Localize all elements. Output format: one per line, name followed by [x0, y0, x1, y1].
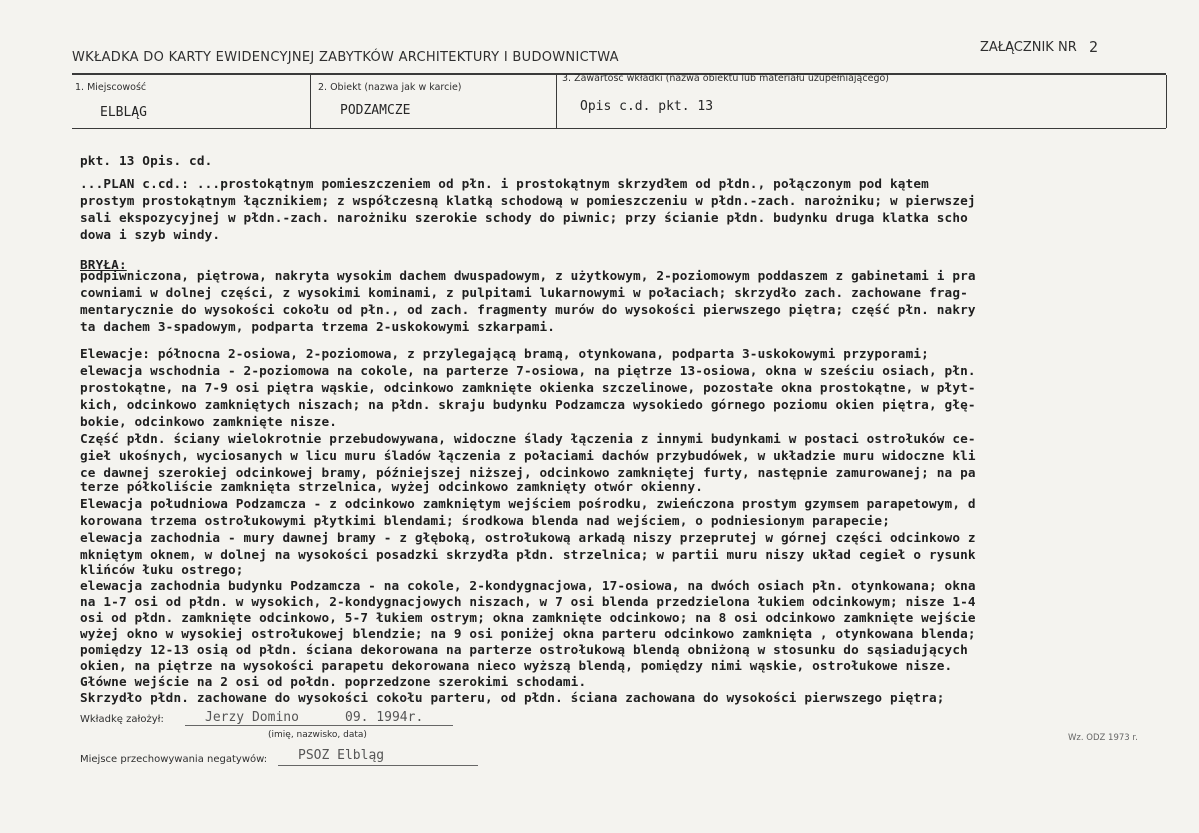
author-hint: (imię, nazwisko, data) — [268, 730, 367, 740]
body-line: Elewacje: północna 2-osiowa, 2-poziomowa, z przylegającą bramą, otynkowana, podparta 3-uskokowymi przyporami; — [80, 346, 929, 361]
field-object-value: PODZAMCZE — [340, 103, 411, 118]
body-line: elewacja zachodnia budynku Podzamcza - na cokole, 2-kondygnacjowa, 17-osiowa, na dwóch osiach płn. otynkowana; okna — [80, 578, 976, 593]
body-line: pkt. 13 Opis. cd. — [80, 153, 213, 168]
print-mark: Wz. ODZ 1973 r. — [1068, 733, 1138, 743]
body-line: Elewacja południowa Podzamcza - z odcinkowo zamkniętym wejściem pośrodku, zwieńczona prostym gzymsem parapetowym, d — [80, 496, 976, 511]
form-title: WKŁADKA DO KARTY EWIDENCYJNEJ ZABYTKÓW ARCHITEKTURY I BUDOWNICTWA — [72, 50, 619, 65]
storage-label: Miejsce przechowywania negatywów: — [80, 754, 268, 765]
annex-number: 2 — [1089, 38, 1099, 56]
storage-value: PSOZ Elbląg — [298, 748, 385, 763]
field-divider-2 — [556, 75, 557, 128]
body-line: Skrzydło płdn. zachowane do wysokości cokołu parteru, od płdn. ściana zachowana do wysokości pierwszego piętra; — [80, 690, 945, 705]
body-line: Część płdn. ściany wielokrotnie przebudowywana, widoczne ślady łączenia z innymi budynkami w postaci ostrołuków ce- — [80, 431, 976, 446]
body-line: prostokątne, na 7-9 osi piętra wąskie, odcinkowo zamknięte okienka szczelinowe, pozostałe okna prostokątne, w płyt- — [80, 380, 976, 395]
fields-bottom-rule — [72, 128, 1166, 129]
body-line: pomiędzy 12-13 osią od płdn. ściana dekorowana na parterze ostrołukową blendą obniżoną w stosunku do sąsiadujących — [80, 642, 968, 657]
storage-underline — [278, 765, 478, 766]
body-line: na 1-7 osi od płdn. w wysokich, 2-kondygnacjowych niszach, w 7 osi blenda przedzielona łukiem odcinkowym; nisze 1-4 — [80, 594, 976, 609]
author-date: 09. 1994r. — [345, 710, 424, 725]
author-name: Jerzy Domino — [205, 710, 299, 725]
body-line: ta dachem 3-spadowym, podparta trzema 2-uskokowymi szkarpami. — [80, 319, 556, 334]
body-line: sali ekspozycyjnej w płdn.-zach. narożniku szerokie schody do piwnic; przy ścianie płdn. budynku druga klatka scho — [80, 210, 968, 225]
body-line: mentarycznie do wysokości cokołu od płn., od zach. fragmenty murów do wysokości pierwszego piętra; część płn. nakry — [80, 302, 976, 317]
body-line: bokie, odcinkowo zamknięte nisze. — [80, 414, 338, 429]
field-locality-label: 1. Miejscowość — [75, 82, 147, 93]
body-line: korowana trzema ostrołukowymi płytkimi blendami; środkowa blenda nad wejściem, o podniesionym parapecie; — [80, 513, 891, 528]
body-line: elewacja zachodnia - mury dawnej bramy - z głęboką, ostrołukową arkadą niszy przeprutej w górnej części odcinkowo z — [80, 530, 976, 545]
field-object-label: 2. Obiekt (nazwa jak w karcie) — [318, 82, 462, 93]
field-divider-right — [1166, 75, 1167, 128]
body-line: elewacja wschodnia - 2-poziomowa na cokole, na parterze 7-osiowa, na piętrze 13-osiowa, okna w sześciu osiach, płn. — [80, 363, 976, 378]
body-line: okien, na piętrze na wysokości parapetu dekorowana nieco wyższą blendą, pomiędzy nimi wąskie, ostrołukowe nisze. — [80, 658, 953, 673]
body-line: gieł ukośnych, wyciosanych w licu muru śladów łączenia z połaciami dachów przybudówek, w układzie muru widoczne kli — [80, 448, 976, 463]
body-line: dowa i szyb windy. — [80, 227, 221, 242]
body-line: Główne wejście na 2 osi od połdn. poprzedzone szerokimi schodami. — [80, 674, 587, 689]
body-line: podpiwniczona, piętrowa, nakryta wysokim dachem dwuspadowym, z użytkowym, 2-poziomowym poddaszem z gabinetami i pra — [80, 268, 976, 283]
body-line: ce dawnej szerokiej odcinkowej bramy, późniejszej niższej, odcinkowo zamkniętej furty, następnie zamurowanej; na pa — [80, 465, 976, 480]
field-contents-label: 3. Zawartość wkładki (nazwa obiektu lub materiału uzupełniającego) — [562, 73, 889, 84]
body-line: kich, odcinkowo zamkniętych niszach; na płdn. skraju budynku Podzamcza wysokiedo górnego poziomu okien piętra, głę- — [80, 397, 976, 412]
body-line: ...PLAN c.cd.: ...prostokątnym pomieszczeniem od płn. i prostokątnym skrzydłem od płdn., połączonym pod kątem — [80, 176, 929, 191]
section-heading-bryla: BRYŁA: — [80, 257, 127, 272]
annex-label: ZAŁĄCZNIK NR — [980, 40, 1077, 55]
body-line: terze półkoliście zamknięta strzelnica, wyżej odcinkowo zamknięty otwór okienny. — [80, 479, 704, 494]
field-contents-value: Opis c.d. pkt. 13 — [580, 99, 714, 114]
body-line: prostym prostokątnym łącznikiem; z współczesną klatką schodową w pomieszczeniu w płdn.-zach. narożniku; w pierwszej — [80, 193, 976, 208]
author-label: Wkładkę założył: — [80, 714, 164, 725]
body-line: osi od płdn. zamknięte odcinkowo, 5-7 łukiem ostrym; okna zamknięte odcinkowo; na 8 osi odcinkowo zamknięte wejście — [80, 610, 976, 625]
body-line: klińców łuku ostrego; — [80, 562, 244, 577]
author-underline — [185, 725, 453, 726]
body-line: wyżej okno w wysokiej ostrołukowej blendzie; na 9 osi poniżej okna parteru odcinkowo zamknięta , otynkowana blenda; — [80, 626, 976, 641]
body-line: mkniętym oknem, w dolnej na wysokości posadzki skrzydła płdn. strzelnica; w partii muru niszy układ cegieł o rysunk — [80, 547, 976, 562]
field-divider-1 — [310, 75, 311, 128]
field-locality-value: ELBLĄG — [100, 105, 147, 120]
body-line: cowniami w dolnej części, z wysokimi kominami, z pulpitami lukarnowymi w połaciach; skrzydło zach. zachowane frag- — [80, 285, 968, 300]
